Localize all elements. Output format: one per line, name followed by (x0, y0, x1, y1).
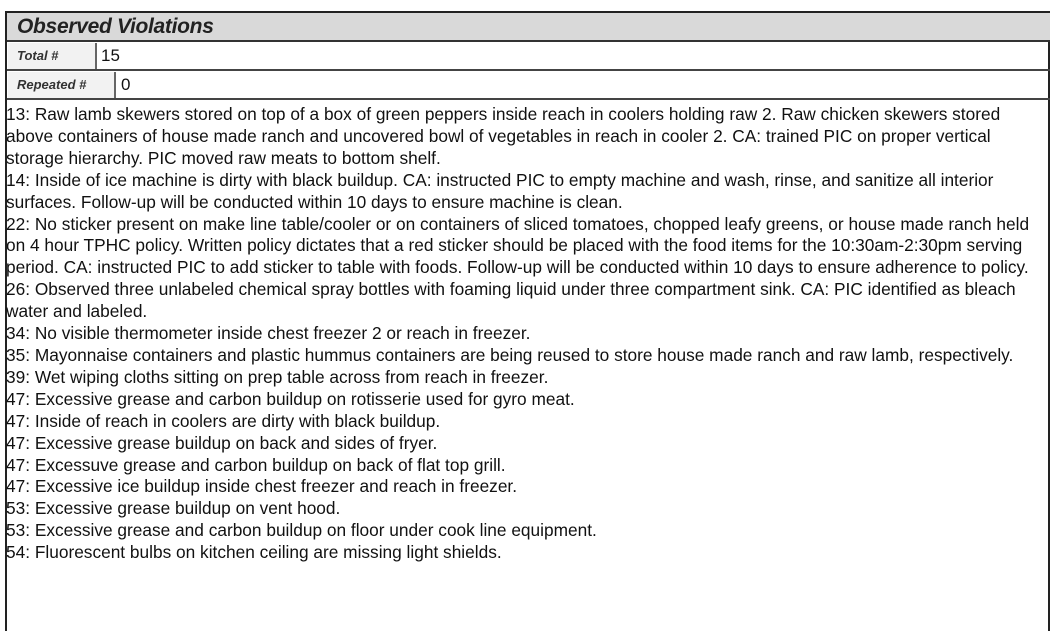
violation-item: 53: Excessive grease and carbon buildup on floor under cook line equipment. (6, 520, 597, 541)
violation-item: 54: Fluorescent bulbs on kitchen ceiling are missing light shields. (6, 542, 502, 563)
section-header (7, 13, 1050, 42)
repeated-count-row (7, 71, 1050, 100)
violation-item: 47: Excessuve grease and carbon buildup on back of flat top grill. (6, 454, 506, 475)
violation-item: 47: Excessive grease buildup on back and sides of fryer. (6, 432, 438, 453)
total-count-label: Total # (8, 43, 97, 69)
violation-item: 35: Mayonnaise containers and plastic hummus containers are being reused to store house made ranch and raw lamb, respectively. (6, 344, 1014, 365)
violation-item: 13: Raw lamb skewers stored on top of a box of green peppers inside reach in coolers holding raw 2. Raw chicken skewers stored above containers of house made ranch and uncovered bowl of vegetables in reach in cooler 2. CA: trained PIC on proper vertical storage hierarchy. PIC moved raw meats to bottom shelf. (6, 104, 1001, 168)
violation-item: 53: Excessive grease buildup on vent hood. (6, 498, 341, 519)
violation-item: 39: Wet wiping cloths sitting on prep table across from reach in freezer. (6, 366, 549, 387)
violation-item: 22: No sticker present on make line table/cooler or on containers of sliced tomatoes, chopped leafy greens, or house made ranch held on 4 hour TPHC policy. Written policy dictates that a red sticker should be placed with the food items for the 10:30am-2:30pm serving period. CA: instructed PIC to add sticker to table with foods. Follow-up will be conducted within 10 days to ensure adherence to policy. (6, 213, 1030, 278)
violation-item: 47: Excessive ice buildup inside chest freezer and reach in freezer. (6, 476, 518, 497)
violation-item: 14: Inside of ice machine is dirty with black buildup. CA: instructed PIC to empty machine and wash, rinse, and sanitize all interior surfaces. Follow-up will be conducted within 10 days to ensure machine is clean. (6, 169, 994, 212)
observed-violations-form (5, 11, 1050, 631)
repeated-count-value: 0 (121, 75, 131, 94)
total-count-row (7, 42, 1050, 71)
violation-item: 47: Inside of reach in coolers are dirty with black buildup. (6, 410, 441, 431)
violation-item: 47: Excessive grease and carbon buildup on rotisserie used for gyro meat. (6, 388, 575, 409)
total-count-value: 15 (101, 46, 120, 65)
violations-list (6, 104, 1046, 564)
violation-item: 34: No visible thermometer inside chest freezer 2 or reach in freezer. (6, 323, 531, 344)
violation-item: 26: Observed three unlabeled chemical spray bottles with foaming liquid under three compartment sink. CA: PIC identified as bleach water and labeled. (6, 279, 1016, 322)
repeated-count-label: Repeated # (8, 72, 116, 98)
section-title: Observed Violations (17, 15, 214, 38)
